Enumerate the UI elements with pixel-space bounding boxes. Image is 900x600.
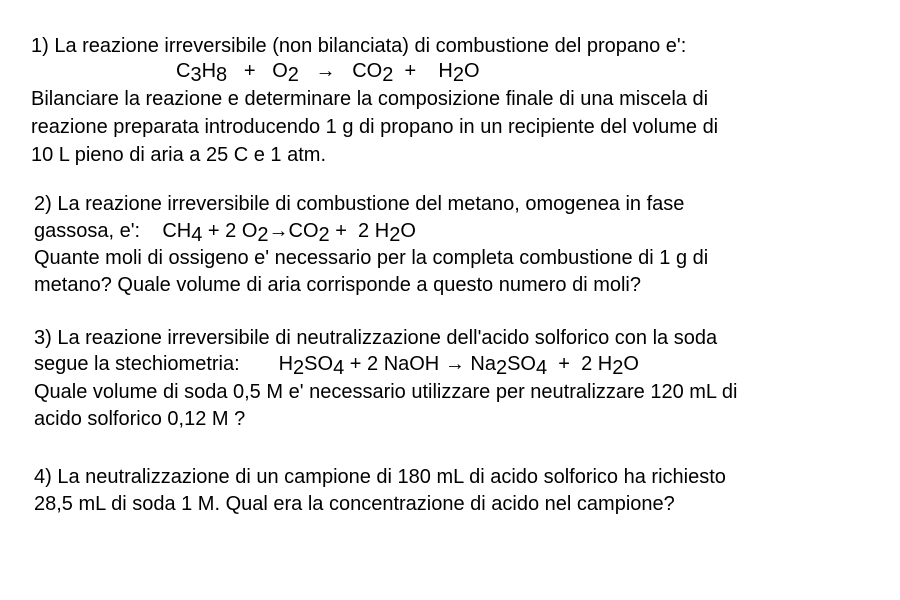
problem-3-line-2 <box>34 352 639 379</box>
eq3-na: Na <box>470 353 496 375</box>
eq1-h: H <box>201 60 217 82</box>
eq2-ch: CH <box>162 220 192 242</box>
eq1-sub-8: 8 <box>216 64 228 86</box>
eq1-o-end: O <box>463 60 480 82</box>
problem-1-line-2: Bilanciare la reazione e determinare la composizione finale di una miscela di <box>31 88 709 110</box>
eq2-sub-2a: 2 <box>257 224 269 246</box>
problem-2-line-1: 2) La reazione irreversibile di combustione del metano, omogenea in fase <box>34 193 685 215</box>
eq1-co: CO <box>352 60 383 82</box>
eq3-sub-2a: 2 <box>293 357 305 379</box>
eq1-arrow: → <box>315 60 336 82</box>
eq3-h: H <box>278 353 294 375</box>
problem-3-line-1: 3) La reazione irreversibile di neutralizzazione dell'acido solforico con la soda <box>34 327 718 349</box>
problem-2-line-4: metano? Quale volume di aria corrisponde a questo numero di moli? <box>34 274 642 296</box>
eq2-coef-2b: 2 <box>358 220 370 242</box>
problem-3-prefix: segue la stechiometria: <box>34 353 240 375</box>
eq3-so-2: SO <box>507 353 536 375</box>
eq2-o-end: O <box>400 220 416 242</box>
eq2-coef-2: 2 <box>225 220 237 242</box>
eq3-o-end: O <box>623 353 639 375</box>
eq2-co: CO <box>288 220 319 242</box>
problem-4-line-2: 28,5 mL di soda 1 M. Qual era la concentrazione di acido nel campione? <box>34 493 675 515</box>
eq2-arrow: → <box>268 220 289 242</box>
problem-4-line-1: 4) La neutralizzazione di un campione di 180 mL di acido solforico ha richiesto <box>34 466 726 488</box>
eq3-plus-2: + <box>558 353 570 375</box>
eq3-plus-1: + <box>349 353 362 375</box>
eq1-plus-1: + <box>243 60 256 82</box>
eq2-plus-1: + <box>207 220 220 242</box>
eq3-naoh: NaOH <box>383 353 440 375</box>
eq1-sub-2a: 2 <box>287 64 299 86</box>
eq2-sub-2b: 2 <box>318 224 330 246</box>
eq3-coef-2: 2 <box>367 353 379 375</box>
eq1-plus-2: + <box>404 60 417 82</box>
eq1-sub-2b: 2 <box>382 64 394 86</box>
problem-2-prefix: gassosa, e': <box>34 220 141 242</box>
eq2-o: O <box>241 220 258 242</box>
eq3-arrow: → <box>444 353 465 375</box>
eq1-c: C <box>176 60 191 82</box>
eq2-sub-2c: 2 <box>389 224 401 246</box>
problem-1-equation <box>176 59 480 86</box>
eq1-o: O <box>272 60 288 82</box>
problem-3-line-3: Quale volume di soda 0,5 M e' necessario utilizzare per neutralizzare 120 mL di <box>34 381 738 403</box>
eq3-sub-2c: 2 <box>612 357 624 379</box>
eq1-sub-2c: 2 <box>452 64 464 86</box>
eq3-sub-2b: 2 <box>495 357 508 379</box>
problem-1-line-3: reazione preparata introducendo 1 g di propano in un recipiente del volume di <box>31 116 719 138</box>
eq3-coef-2b: 2 <box>581 353 593 375</box>
eq2-plus-2: + <box>335 220 347 242</box>
problem-3-line-4: acido solforico 0,12 M ? <box>34 408 246 430</box>
eq2-sub-4: 4 <box>191 224 203 246</box>
eq3-h2: H <box>597 353 613 375</box>
eq3-sub-4a: 4 <box>333 357 345 379</box>
eq1-sub-3: 3 <box>190 64 202 86</box>
problem-2-line-3: Quante moli di ossigeno e' necessario per la completa combustione di 1 g di <box>34 247 709 269</box>
eq3-so: SO <box>304 353 334 375</box>
eq3-sub-4b: 4 <box>536 357 548 379</box>
problem-2-line-2 <box>34 219 416 246</box>
problem-1-line-4: 10 L pieno di aria a 25 C e 1 atm. <box>31 144 326 166</box>
problem-1-line-1: 1) La reazione irreversibile (non bilanciata) di combustione del propano e': <box>31 35 687 57</box>
eq1-h2: H <box>438 60 453 82</box>
eq2-h: H <box>374 220 390 242</box>
